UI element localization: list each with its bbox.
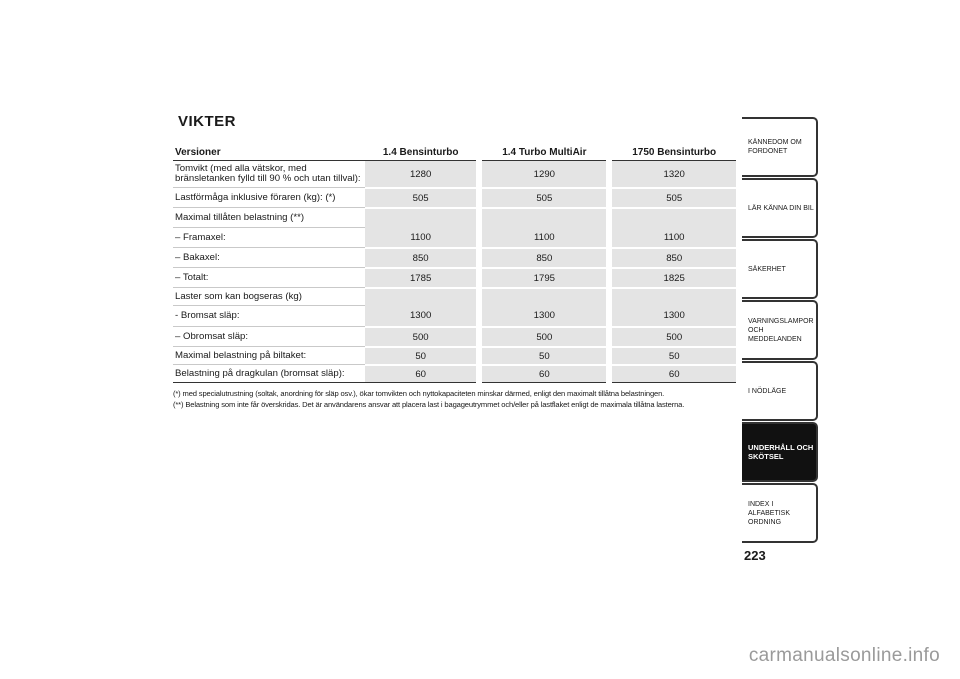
row-value: 850 [482,247,606,267]
column-header-1750-bensinturbo: 1750 Bensinturbo [632,147,717,158]
row-value [365,287,476,305]
row-label: – Bakaxel: [173,247,365,267]
row-value: 505 [612,187,736,207]
row-value: 1825 [612,267,736,287]
row-value [612,287,736,305]
row-value: 500 [365,326,476,346]
row-label: Laster som kan bogseras (kg) [173,287,365,305]
row-label: Belastning på dragkulan (bromsat släp): [173,364,365,383]
footnotes [173,389,743,410]
row-value: 1300 [365,305,476,326]
row-value: 1320 [612,160,736,187]
table-row [173,247,736,267]
table-row [173,287,736,305]
row-value: 1290 [482,160,606,187]
row-value: 1280 [365,160,476,187]
row-value: 60 [612,364,736,383]
table-row [173,305,736,326]
table-row [173,346,736,364]
table-row [173,187,736,207]
row-value: 50 [612,346,736,364]
row-value: 1795 [482,267,606,287]
row-value: 850 [365,247,476,267]
table-row [173,267,736,287]
row-value [612,207,736,227]
row-value: 60 [482,364,606,383]
weights-table [173,145,736,383]
sidebar-tab-varningslampor[interactable]: VARNINGSLAMPOR OCH MEDDELANDEN [742,300,818,360]
chapter-sidebar [742,117,818,544]
section-title: VIKTER [178,113,237,130]
row-value: 505 [482,187,606,207]
sidebar-tab-i-nodlage[interactable]: I NÖDLÄGE [742,361,818,421]
row-value: 50 [365,346,476,364]
page-number: 223 [744,548,766,563]
sidebar-tab-lar-kanna-din-bil[interactable]: LÄR KÄNNA DIN BIL [742,178,818,238]
row-value: 1100 [365,227,476,247]
row-label: – Totalt: [173,267,365,287]
table-row [173,364,736,383]
row-value: 1100 [482,227,606,247]
row-value: 60 [365,364,476,383]
row-value: 1300 [612,305,736,326]
row-value [482,287,606,305]
row-label: Maximal tillåten belastning (**) [173,207,365,227]
row-value: 500 [482,326,606,346]
sidebar-tab-index[interactable]: INDEX I ALFABETISK ORDNING [742,483,818,543]
table-row [173,207,736,227]
row-value: 850 [612,247,736,267]
footnote: (**) Belastning som inte får överskridas. Det är användarens ansvar att placera last i bagageutrymmet och/eller på lastflaket enligt de maximala tillåtna lasterna. [173,399,685,409]
table-header-row [173,145,736,160]
row-label: - Bromsat släp: [173,305,365,326]
row-label: Tomvikt (med alla vätskor, med bränsletanken fylld till 90 % och utan tillval): [173,160,365,187]
row-label: – Framaxel: [173,227,365,247]
column-header-versions: Versioner [175,147,221,158]
row-label: Maximal belastning på biltaket: [173,346,365,364]
row-value [365,207,476,227]
row-value: 1785 [365,267,476,287]
column-header-1-4-turbo-multiair: 1.4 Turbo MultiAir [502,147,587,158]
footnote: (*) med specialutrustning (soltak, anordning för släp osv.), ökar tomvikten och nyttokapaciteten minskar därmed, enligt den maximalt tillåtna belastningen. [173,389,665,398]
table-row [173,227,736,247]
sidebar-tab-underhall-och-skotsel[interactable]: UNDERHÅLL OCH SKÖTSEL [742,422,818,482]
row-value: 505 [365,187,476,207]
row-value [482,207,606,227]
column-header-1-4-bensinturbo: 1.4 Bensinturbo [382,147,459,158]
sidebar-tab-sakerhet[interactable]: SÄKERHET [742,239,818,299]
table-row [173,160,736,187]
row-value: 1100 [612,227,736,247]
row-label: – Obromsat släp: [173,326,365,346]
sidebar-tab-kannedom-om-fordonet[interactable]: KÄNNEDOM OM FORDONET [742,117,818,177]
row-value: 1300 [482,305,606,326]
row-value: 500 [612,326,736,346]
watermark: carmanualsonline.info [748,645,940,666]
row-value: 50 [482,346,606,364]
table-row [173,326,736,346]
row-label: Lastförmåga inklusive föraren (kg): (*) [173,187,365,207]
